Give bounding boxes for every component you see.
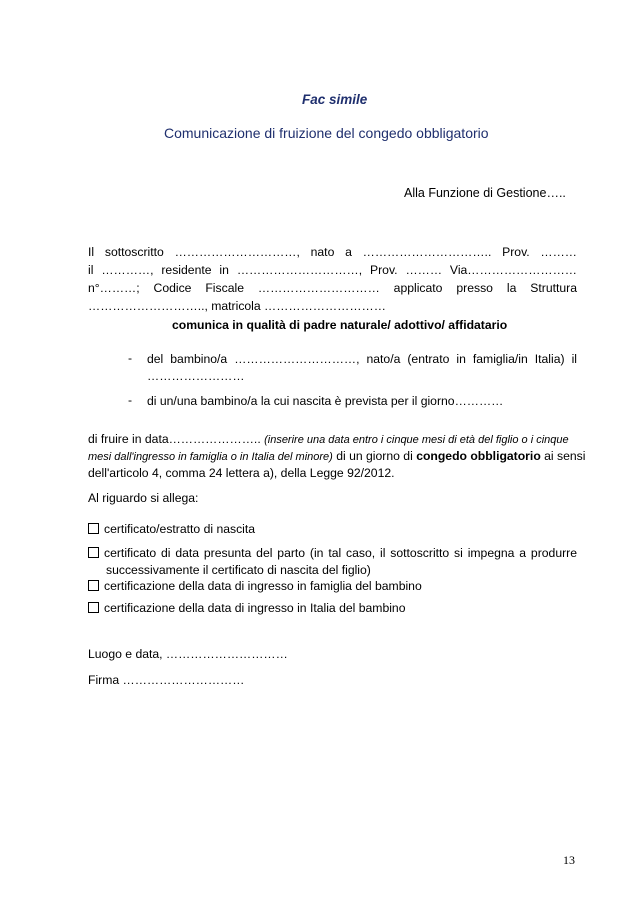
attachment-item-family-entry[interactable] [88,579,422,593]
attachment-item-italy-entry[interactable] [88,601,405,615]
fruition-lead: di fruire in data………………….. [88,432,261,446]
option-child-expected: di un/una bambino/a la cui nascita è prevista per il giorno………… [147,394,504,408]
attachments-heading: Al riguardo si allega: [88,491,199,505]
intro-line-3: n°………; Codice Fiscale ………………………… applicato presso la Struttura [88,281,577,295]
document-subtitle: Comunicazione di fruizione del congedo obbligatorio [164,125,489,141]
fruition-bold: congedo obbligatorio [416,449,541,463]
fruition-note-part-2: mesi dall'ingresso in famiglia o in Italia del minore) [88,451,333,463]
page-number: 13 [563,853,575,867]
attachment-label: certificato di data presunta del parto (in tal caso, il sottoscritto si impegna a produrre [104,546,577,560]
dash-bullet: - [128,351,133,365]
option-child-born-line-2: …………………… [147,369,245,383]
checkbox-icon[interactable] [88,523,99,534]
intro-line-2: il …………, residente in …………………………, Prov. ……… Via……………………… [88,263,577,277]
intro-line-4: ……………………….., matricola ………………………… [88,299,386,313]
attachment-label: certificazione della data di ingresso in Italia del bambino [104,601,406,615]
checkbox-icon[interactable] [88,602,99,613]
attachment-label: certificato/estratto di nascita [104,522,256,536]
fruition-line-1 [88,432,577,446]
checkbox-icon[interactable] [88,580,99,591]
fruition-end: ai sensi [544,449,586,463]
attachment-item-presumed-date-line-2: successivamente il certificato di nascita del figlio) [106,563,371,577]
intro-line-1: Il sottoscritto …………………………, nato a ………………………….. Prov. ……… [88,245,577,259]
option-child-born-line-1: del bambino/a …………………………, nato/a (entrato in famiglia/in Italia) il [147,352,577,366]
signature-line: Firma ………………………… [88,673,245,687]
fruition-line-2 [88,449,585,463]
fruition-mid: di un giorno di [336,449,413,463]
addressee: Alla Funzione di Gestione….. [404,186,566,200]
attachment-item-birth-certificate[interactable] [88,522,255,536]
fruition-note-part-1: (inserire una data entro i cinque mesi di età del figlio o i cinque [264,434,569,446]
fruition-line-3: dell'articolo 4, comma 24 lettera a), della Legge 92/2012. [88,466,395,480]
dash-bullet: - [128,393,133,407]
attachment-item-presumed-date-line-1[interactable] [88,546,577,560]
checkbox-icon[interactable] [88,547,99,558]
attachment-label: certificazione della data di ingresso in famiglia del bambino [104,579,422,593]
place-and-date: Luogo e data, ………………………… [88,647,288,661]
communication-statement: comunica in qualità di padre naturale/ adottivo/ affidatario [172,318,508,332]
document-title: Fac simile [302,92,368,107]
